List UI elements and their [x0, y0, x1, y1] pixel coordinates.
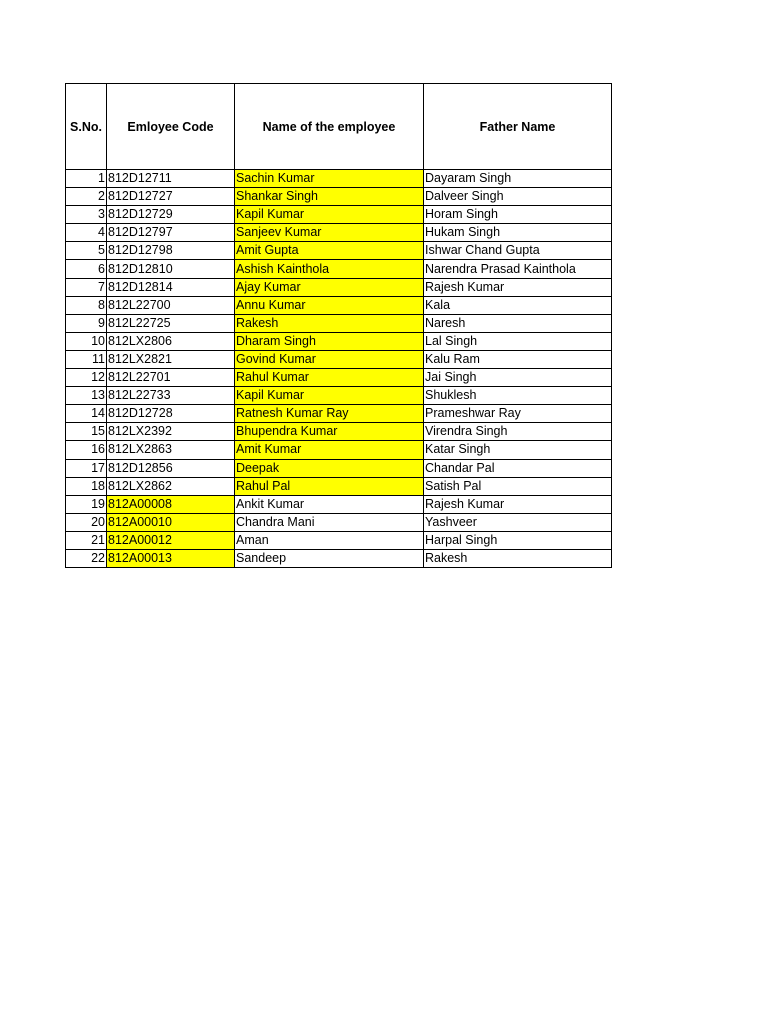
- table-row: [66, 206, 612, 224]
- row-serial-number: 4: [66, 224, 107, 242]
- father-name-cell: Ishwar Chand Gupta: [424, 242, 612, 260]
- father-name-cell: Jai Singh: [424, 369, 612, 387]
- table-row: [66, 495, 612, 513]
- employee-code-cell: 812L22700: [107, 296, 235, 314]
- employee-name-cell: Annu Kumar: [235, 296, 424, 314]
- father-name-cell: Kala: [424, 296, 612, 314]
- table-row: [66, 441, 612, 459]
- employee-name-cell: Sachin Kumar: [235, 170, 424, 188]
- father-name-cell: Kalu Ram: [424, 350, 612, 368]
- employee-code-cell: 812D12728: [107, 405, 235, 423]
- employee-code-cell: 812LX2806: [107, 332, 235, 350]
- employee-name-cell: Ankit Kumar: [235, 495, 424, 513]
- employee-code-cell: 812LX2863: [107, 441, 235, 459]
- row-serial-number: 13: [66, 387, 107, 405]
- employee-name-cell: Sandeep: [235, 549, 424, 567]
- table-row: [66, 423, 612, 441]
- father-name-cell: Dayaram Singh: [424, 170, 612, 188]
- employee-code-cell: 812D12798: [107, 242, 235, 260]
- father-name-cell: Virendra Singh: [424, 423, 612, 441]
- row-serial-number: 22: [66, 549, 107, 567]
- row-serial-number: 20: [66, 513, 107, 531]
- father-name-cell: Prameshwar Ray: [424, 405, 612, 423]
- table-body: [66, 170, 612, 568]
- employee-code-cell: 812L22725: [107, 314, 235, 332]
- father-name-cell: Naresh: [424, 314, 612, 332]
- employee-name-cell: Deepak: [235, 459, 424, 477]
- table-row: [66, 242, 612, 260]
- employee-code-cell: 812D12729: [107, 206, 235, 224]
- father-name-cell: Narendra Prasad Kainthola: [424, 260, 612, 278]
- header-row: [66, 84, 612, 170]
- table-row: [66, 513, 612, 531]
- table-row: [66, 405, 612, 423]
- table-row: [66, 170, 612, 188]
- employee-code-cell: 812A00010: [107, 513, 235, 531]
- row-serial-number: 16: [66, 441, 107, 459]
- father-name-cell: Lal Singh: [424, 332, 612, 350]
- table-row: [66, 387, 612, 405]
- table-row: [66, 459, 612, 477]
- father-name-cell: Chandar Pal: [424, 459, 612, 477]
- father-name-cell: Dalveer Singh: [424, 188, 612, 206]
- row-serial-number: 7: [66, 278, 107, 296]
- employee-name-cell: Govind Kumar: [235, 350, 424, 368]
- header-father-name: Father Name: [424, 84, 612, 170]
- row-serial-number: 5: [66, 242, 107, 260]
- table-row: [66, 477, 612, 495]
- row-serial-number: 3: [66, 206, 107, 224]
- table-row: [66, 314, 612, 332]
- employee-name-cell: Aman: [235, 531, 424, 549]
- employee-name-cell: Rahul Kumar: [235, 369, 424, 387]
- row-serial-number: 15: [66, 423, 107, 441]
- row-serial-number: 10: [66, 332, 107, 350]
- row-serial-number: 2: [66, 188, 107, 206]
- employee-code-cell: 812LX2862: [107, 477, 235, 495]
- row-serial-number: 12: [66, 369, 107, 387]
- employee-code-cell: 812L22733: [107, 387, 235, 405]
- employee-name-cell: Amit Gupta: [235, 242, 424, 260]
- employee-name-cell: Ajay Kumar: [235, 278, 424, 296]
- employee-name-cell: Rakesh: [235, 314, 424, 332]
- table-row: [66, 260, 612, 278]
- header-sno: S.No.: [66, 84, 107, 170]
- header-employee-name: Name of the employee: [235, 84, 424, 170]
- employee-code-cell: 812LX2821: [107, 350, 235, 368]
- employee-code-cell: 812D12711: [107, 170, 235, 188]
- father-name-cell: Satish Pal: [424, 477, 612, 495]
- employee-name-cell: Ashish Kainthola: [235, 260, 424, 278]
- father-name-cell: Harpal Singh: [424, 531, 612, 549]
- table-row: [66, 296, 612, 314]
- employee-code-cell: 812A00008: [107, 495, 235, 513]
- table-row: [66, 549, 612, 567]
- table-row: [66, 350, 612, 368]
- employee-name-cell: Rahul Pal: [235, 477, 424, 495]
- father-name-cell: Rakesh: [424, 549, 612, 567]
- employee-name-cell: Kapil Kumar: [235, 206, 424, 224]
- row-serial-number: 8: [66, 296, 107, 314]
- row-serial-number: 9: [66, 314, 107, 332]
- table-row: [66, 224, 612, 242]
- employee-code-cell: 812D12810: [107, 260, 235, 278]
- row-serial-number: 19: [66, 495, 107, 513]
- employee-code-cell: 812A00012: [107, 531, 235, 549]
- employee-name-cell: Ratnesh Kumar Ray: [235, 405, 424, 423]
- employee-name-cell: Sanjeev Kumar: [235, 224, 424, 242]
- father-name-cell: Yashveer: [424, 513, 612, 531]
- table-row: [66, 531, 612, 549]
- row-serial-number: 18: [66, 477, 107, 495]
- employee-name-cell: Bhupendra Kumar: [235, 423, 424, 441]
- employee-code-cell: 812A00013: [107, 549, 235, 567]
- employee-name-cell: Amit Kumar: [235, 441, 424, 459]
- employee-name-cell: Kapil Kumar: [235, 387, 424, 405]
- employee-table: [65, 83, 612, 568]
- row-serial-number: 11: [66, 350, 107, 368]
- father-name-cell: Katar Singh: [424, 441, 612, 459]
- employee-code-cell: 812L22701: [107, 369, 235, 387]
- table-row: [66, 332, 612, 350]
- father-name-cell: Shuklesh: [424, 387, 612, 405]
- employee-code-cell: 812D12814: [107, 278, 235, 296]
- table-row: [66, 188, 612, 206]
- father-name-cell: Rajesh Kumar: [424, 495, 612, 513]
- employee-name-cell: Shankar Singh: [235, 188, 424, 206]
- row-serial-number: 21: [66, 531, 107, 549]
- employee-name-cell: Chandra Mani: [235, 513, 424, 531]
- employee-code-cell: 812D12797: [107, 224, 235, 242]
- row-serial-number: 14: [66, 405, 107, 423]
- employee-code-cell: 812LX2392: [107, 423, 235, 441]
- employee-name-cell: Dharam Singh: [235, 332, 424, 350]
- table-row: [66, 278, 612, 296]
- father-name-cell: Horam Singh: [424, 206, 612, 224]
- employee-code-cell: 812D12856: [107, 459, 235, 477]
- table-row: [66, 369, 612, 387]
- father-name-cell: Hukam Singh: [424, 224, 612, 242]
- header-employee-code: Emloyee Code: [107, 84, 235, 170]
- row-serial-number: 6: [66, 260, 107, 278]
- row-serial-number: 17: [66, 459, 107, 477]
- employee-code-cell: 812D12727: [107, 188, 235, 206]
- father-name-cell: Rajesh Kumar: [424, 278, 612, 296]
- row-serial-number: 1: [66, 170, 107, 188]
